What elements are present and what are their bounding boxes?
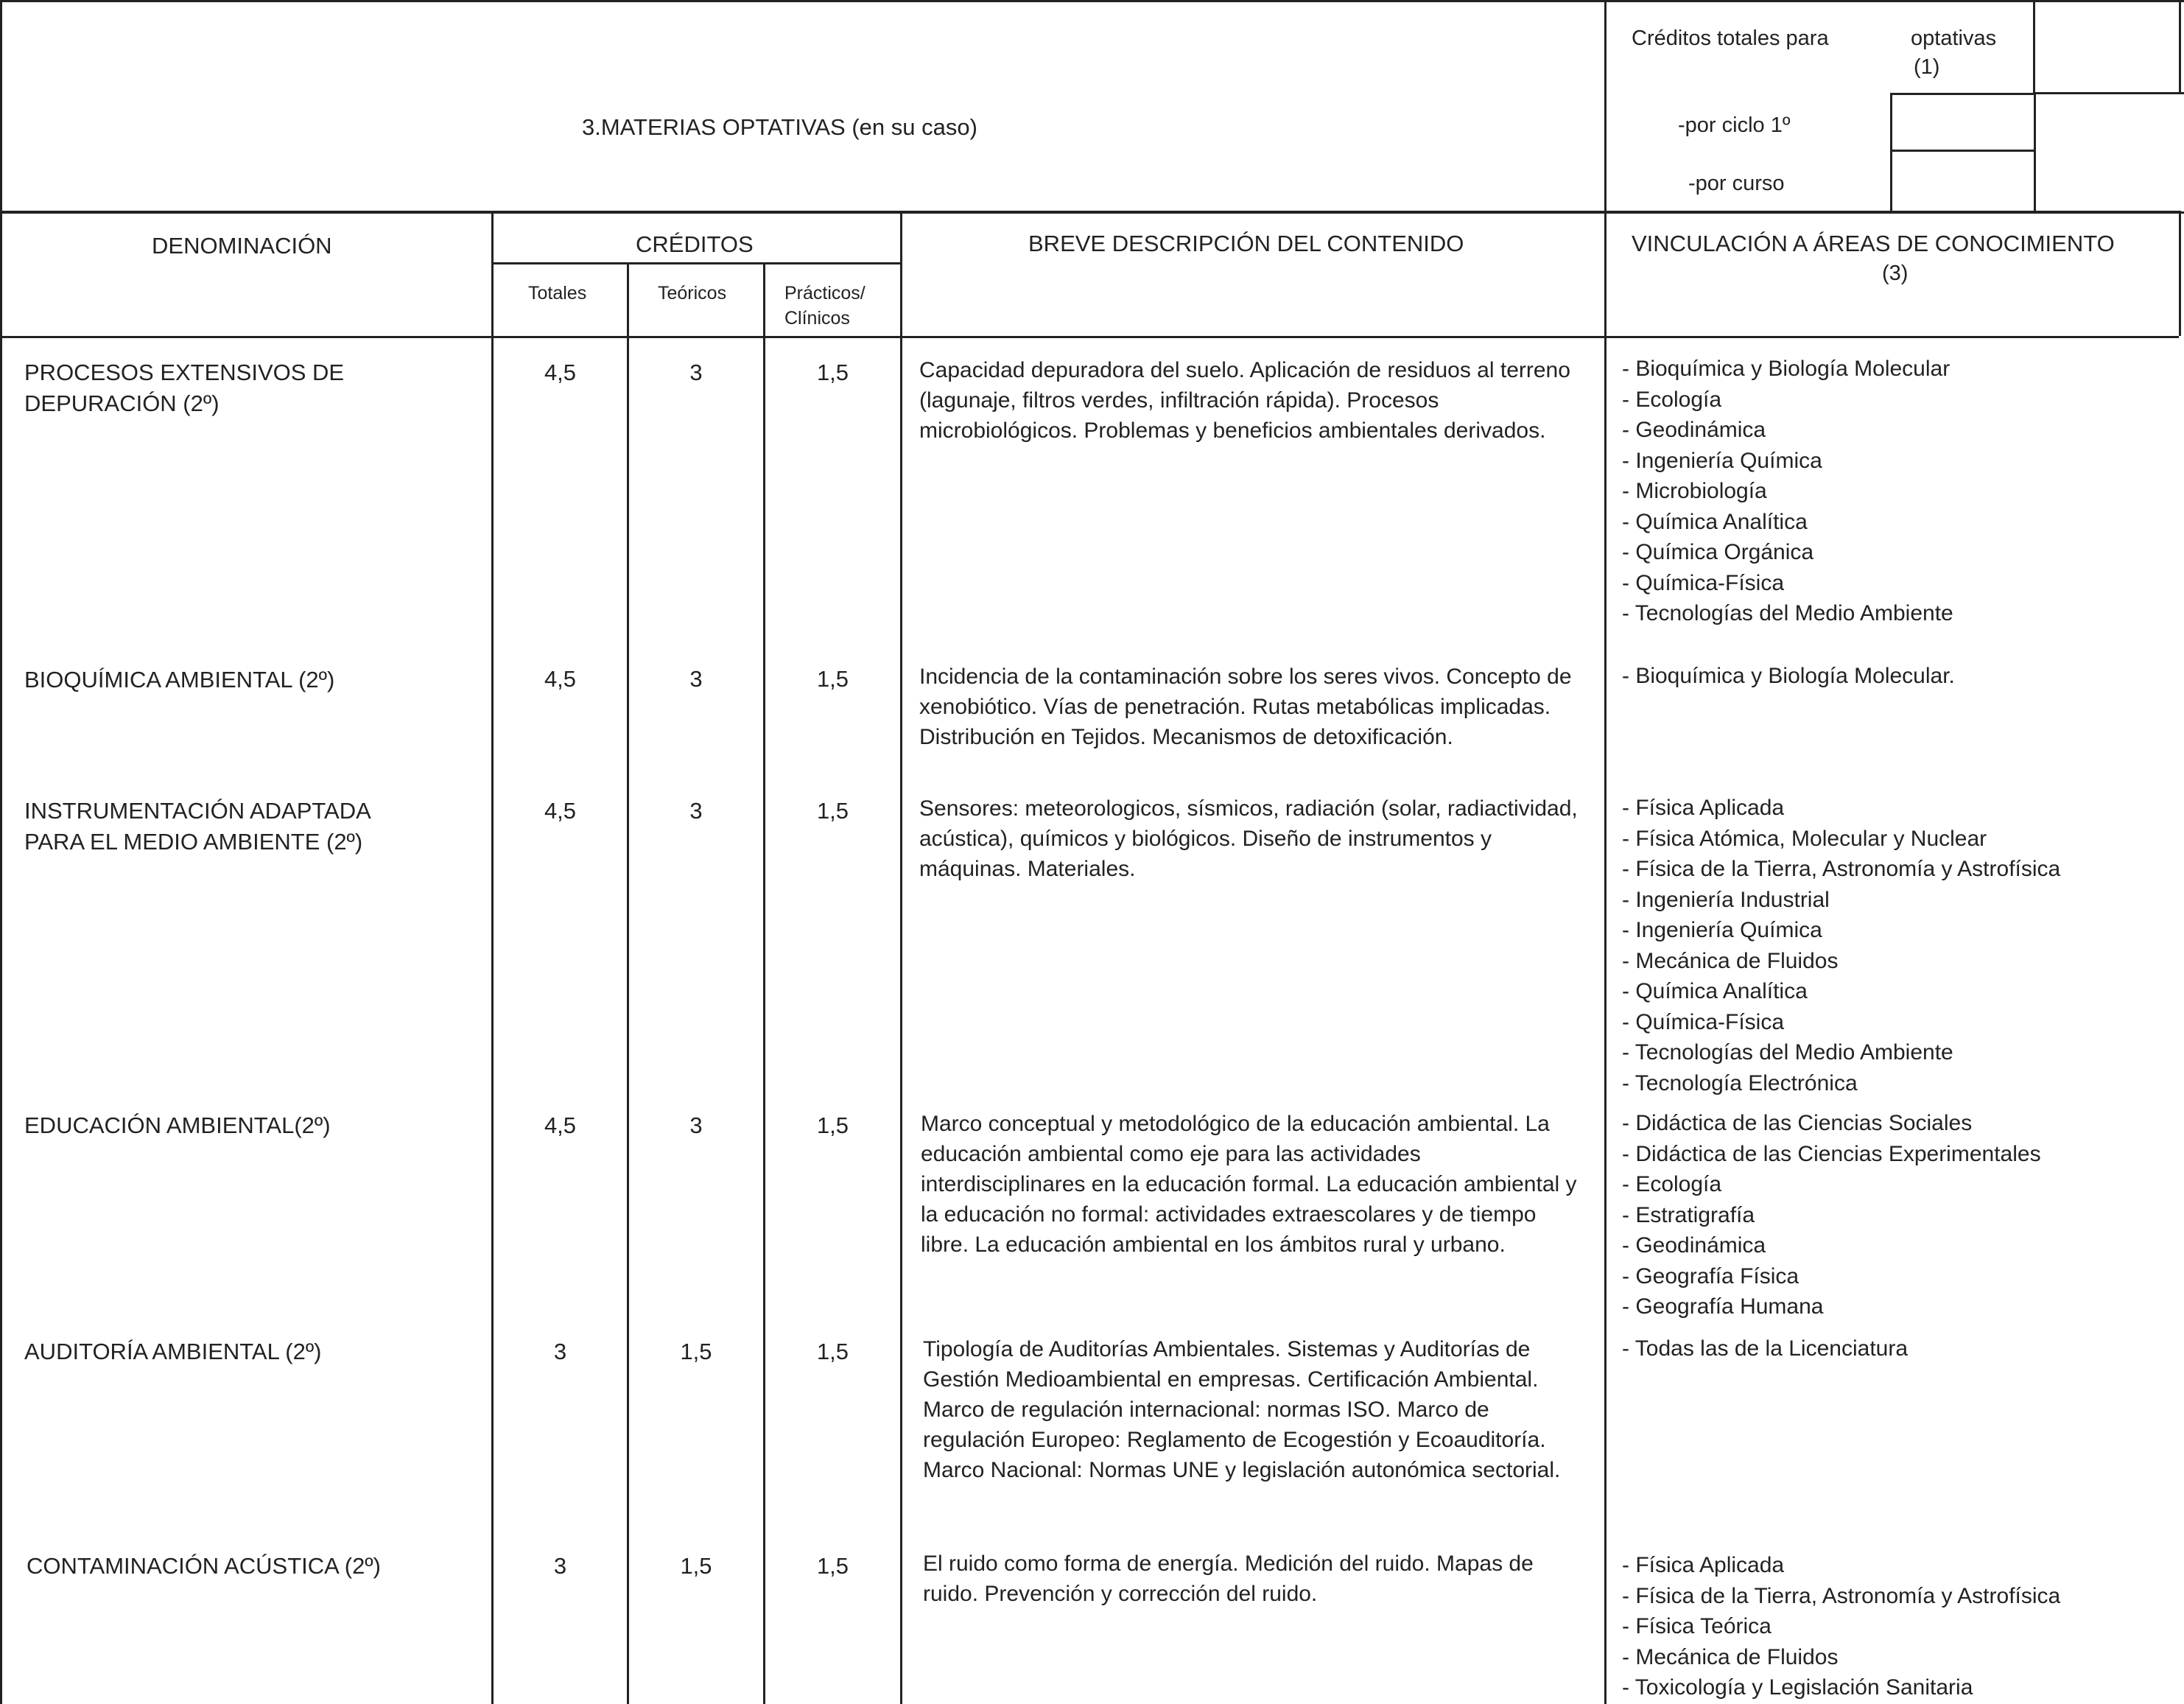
- col-sep-5: [900, 211, 902, 1704]
- row-description: Marco conceptual y metodológico de la educación ambiental. La educación ambiental como eje para las actividades interdisciplinares en la educación formal. La educación ambiental y la educación no formal: actividades extraescolares y de tiempo libre. La educación ambiental en los ámbitos rural y urbano.: [921, 1112, 1577, 1257]
- area-item: - Bioquímica y Biología Molecular: [1622, 357, 1950, 381]
- col-denominacion: DENOMINACIÓN: [152, 233, 332, 259]
- row-areas: [1622, 354, 1953, 629]
- row-areas: [1622, 1108, 2041, 1322]
- row-totales: 3: [553, 1553, 567, 1579]
- area-item: - Tecnologías del Medio Ambiente: [1622, 601, 1953, 625]
- col-teoricos: Teóricos: [658, 283, 727, 304]
- area-item: - Química Analítica: [1622, 509, 1808, 534]
- col-sep-2: [491, 211, 494, 1704]
- row-areas: [1622, 1333, 1908, 1364]
- row-practicos: 1,5: [816, 798, 849, 824]
- row-name: INSTRUMENTACIÓN ADAPTADA: [24, 798, 371, 824]
- row-name: AUDITORÍA AMBIENTAL (2º): [24, 1339, 322, 1364]
- area-item: - Química Analítica: [1622, 979, 1808, 1003]
- credits-curso-box: [1890, 150, 2036, 214]
- col-sep-4: [763, 262, 765, 1704]
- area-item: - Microbiología: [1622, 479, 1767, 503]
- row-teoricos: 3: [689, 666, 703, 692]
- credits-label-optativas: optativas: [1911, 27, 1997, 50]
- area-item: - Química-Física: [1622, 1009, 1785, 1034]
- row-description: Capacidad depuradora del suelo. Aplicación de residuos al terreno (lagunaje, filtros verdes, infiltración rápida). Procesos microbiológicos. Problemas y beneficios ambientales derivados.: [919, 358, 1570, 443]
- col-practicos-2: Clínicos: [784, 308, 850, 329]
- row-totales: 4,5: [544, 360, 577, 385]
- area-item: - Todas las de la Licenciatura: [1622, 1336, 1909, 1361]
- por-curso-label: -por curso: [1688, 172, 1785, 195]
- area-item: - Bioquímica y Biología Molecular.: [1622, 664, 1955, 688]
- area-item: - Física Teórica: [1622, 1614, 1772, 1638]
- row-totales: 4,5: [544, 666, 577, 692]
- area-item: - Mecánica de Fluidos: [1622, 1644, 1839, 1669]
- row-teoricos: 3: [689, 798, 703, 824]
- col-vinculacion: VINCULACIÓN A ÁREAS DE CONOCIMIENTO: [1632, 231, 2115, 256]
- row-description: Tipología de Auditorías Ambientales. Sistemas y Auditorías de Gestión Medioambiental en empresas. Certificación Ambiental. Marco de regulación internacional: normas ISO. Marco de regulación Europeo: Reglamento de Ecogestión y Ecoauditoría. Marco Nacional: Normas UNE y legislación autonómica sectorial.: [923, 1337, 1561, 1482]
- area-item: - Mecánica de Fluidos: [1622, 948, 1839, 973]
- row-teoricos: 1,5: [680, 1339, 712, 1364]
- area-item: - Ecología: [1622, 1172, 1722, 1196]
- row-name: BIOQUÍMICA AMBIENTAL (2º): [24, 667, 335, 693]
- row-areas: [1622, 1550, 2060, 1703]
- area-item: - Tecnología Electrónica: [1622, 1070, 1858, 1095]
- row-name: PROCESOS EXTENSIVOS DE: [24, 360, 345, 385]
- area-item: - Estratigrafía: [1622, 1202, 1755, 1227]
- row-description: Sensores: meteorologicos, sísmicos, radiación (solar, radiactividad, acústica), químicos y biológicos. Diseño de instrumentos y máquinas. Materiales.: [919, 796, 1578, 881]
- row-teoricos: 1,5: [680, 1553, 712, 1579]
- area-item: - Ingeniería Química: [1622, 918, 1822, 942]
- area-item: - Química-Física: [1622, 570, 1785, 595]
- area-item: - Geografía Física: [1622, 1263, 1799, 1288]
- row-practicos: 1,5: [816, 666, 849, 692]
- row-practicos: 1,5: [816, 360, 849, 385]
- area-item: - Geografía Humana: [1622, 1294, 1824, 1319]
- col-sep-6: [1604, 211, 1607, 1704]
- col-totales: Totales: [528, 283, 587, 304]
- row-teoricos: 3: [689, 1112, 703, 1138]
- area-item: - Física Aplicada: [1622, 796, 1785, 820]
- row-description: El ruido como forma de energía. Medición del ruido. Mapas de ruido. Prevención y corrección del ruido.: [923, 1552, 1534, 1606]
- col-sep-1: [0, 211, 2, 1704]
- creditos-subheader-line: [491, 262, 902, 264]
- area-item: - Geodinámica: [1622, 1233, 1766, 1258]
- row-practicos: 1,5: [816, 1553, 849, 1579]
- col-practicos-1: Prácticos/: [784, 283, 865, 304]
- row-practicos: 1,5: [816, 1339, 849, 1364]
- col-sep-7: [2179, 211, 2181, 336]
- header-divider: [1604, 0, 1607, 214]
- row-teoricos: 3: [689, 360, 703, 385]
- area-item: - Física de la Tierra, Astronomía y Astrofísica: [1622, 857, 2061, 881]
- por-ciclo-label: -por ciclo 1º: [1678, 113, 1791, 137]
- credits-ciclo-box: [1890, 93, 2036, 152]
- header-bottom-line: [0, 211, 2179, 213]
- row-name: EDUCACIÓN AMBIENTAL(2º): [24, 1112, 331, 1138]
- column-header-bottom-line: [0, 336, 2179, 338]
- row-practicos: 1,5: [816, 1112, 849, 1138]
- row-areas: [1622, 793, 2060, 1098]
- row-areas: [1622, 661, 1955, 692]
- area-item: - Física de la Tierra, Astronomía y Astrofísica: [1622, 1583, 2061, 1608]
- header-frame: [0, 0, 2184, 214]
- area-item: - Ecología: [1622, 387, 1722, 412]
- area-item: - Toxicología y Legislación Sanitaria: [1622, 1675, 1973, 1700]
- row-totales: 4,5: [544, 798, 577, 824]
- credits-note: (1): [1914, 55, 1940, 79]
- credits-total-box: [2033, 0, 2184, 94]
- area-item: - Ingeniería Química: [1622, 448, 1822, 473]
- area-item: - Química Orgánica: [1622, 540, 1814, 564]
- area-item: - Física Atómica, Molecular y Nuclear: [1622, 826, 1987, 851]
- col-creditos: CRÉDITOS: [636, 231, 754, 257]
- area-item: - Geodinámica: [1622, 418, 1766, 442]
- row-name: CONTAMINACIÓN ACÚSTICA (2º): [27, 1553, 381, 1579]
- area-item: - Ingeniería Industrial: [1622, 887, 1830, 912]
- row-description: Incidencia de la contaminación sobre los seres vivos. Concepto de xenobiótico. Vías de penetración. Rutas metabólicas implicadas. Distribución en Tejidos. Mecanismos de detoxificación.: [919, 665, 1572, 749]
- col-sep-3: [627, 262, 629, 1704]
- area-item: - Física Aplicada: [1622, 1553, 1785, 1577]
- row-totales: 4,5: [544, 1112, 577, 1138]
- area-item: - Didáctica de las Ciencias Experimentales: [1622, 1141, 2041, 1166]
- col-vinculacion-note: (3): [1882, 262, 1909, 285]
- area-item: - Didáctica de las Ciencias Sociales: [1622, 1111, 1973, 1135]
- credits-label: Créditos totales para: [1632, 27, 1829, 50]
- row-name-2: DEPURACIÓN (2º): [24, 390, 220, 416]
- row-name-2: PARA EL MEDIO AMBIENTE (2º): [24, 829, 363, 855]
- col-descripcion: BREVE DESCRIPCIÓN DEL CONTENIDO: [1028, 231, 1464, 256]
- area-item: - Tecnologías del Medio Ambiente: [1622, 1040, 1953, 1065]
- section-title: 3.MATERIAS OPTATIVAS (en su caso): [582, 114, 977, 140]
- row-totales: 3: [553, 1339, 567, 1364]
